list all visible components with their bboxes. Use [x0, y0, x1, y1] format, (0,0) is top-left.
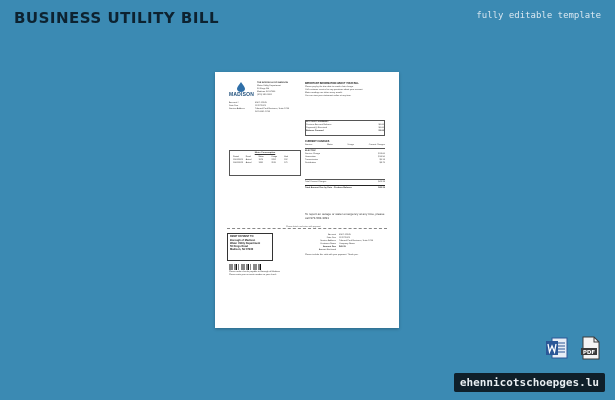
stub-key: Service Address: [320, 240, 336, 242]
summary-value: $0.00: [378, 127, 384, 129]
totals: [305, 178, 385, 190]
summary-key: Balance Forward: [306, 130, 324, 132]
drop-logo-icon: [229, 82, 253, 92]
charges-col: Current Charges: [368, 144, 385, 146]
usage-title: Meter Consumption: [254, 152, 276, 154]
usage-cell: 192: [284, 159, 288, 161]
company-address: [257, 82, 297, 97]
charge-label: ELECTRIC: [305, 150, 316, 152]
info-key: [229, 111, 255, 114]
important-info: [305, 82, 385, 98]
usage-cell: Actual: [245, 162, 252, 164]
usage-col: Meter: [258, 156, 264, 158]
usage-cell: Actual: [245, 159, 252, 161]
total-due-value: $43.39: [378, 187, 385, 189]
company-line: 50 Kings Rd: [257, 88, 269, 90]
stub-value: Company Name: [339, 243, 355, 245]
remit-box: [227, 233, 273, 261]
total-due-label: Total Amount Due by Date - Produce Balance: [305, 187, 352, 189]
info-value: NJ 10001-1234: [255, 111, 270, 113]
stub-value: 11/27/2023: [339, 237, 350, 239]
charge-amount: $5.14: [379, 159, 385, 161]
remit-line: 50 Kings Road: [230, 245, 249, 249]
barcode: [229, 264, 261, 270]
company-line: THE BOROUGH OF MADISON: [257, 82, 288, 84]
info-value: 4567-12345: [255, 102, 267, 104]
charge-label: Generation: [305, 156, 316, 158]
outage-notice: To report an outage or water emergency at any time, please call 973-593-3091: [305, 212, 385, 220]
charge-label: Service Charge: [305, 153, 321, 155]
word-doc-icon[interactable]: [545, 336, 569, 360]
barcode-note-line: Please write your account number on your check: [229, 274, 277, 276]
info-value: 11/27/2023: [255, 105, 266, 107]
charges-col: Service: [305, 144, 313, 146]
info-key: Account #: [229, 102, 239, 104]
important-line: Please pay by the due date to avoid a late charge.: [305, 86, 354, 88]
important-line: You can view your statement online at any time.: [305, 95, 352, 97]
stub-key: Amount Due: [322, 246, 336, 248]
remit-line: Water Utility Department: [230, 242, 261, 246]
site-watermark: ehennicotschoepges.lu: [454, 373, 605, 392]
barcode-note-line: Please make checks payable to Borough of Madison: [229, 271, 280, 273]
stub-value: Tribunal Park Business, Suite 1234: [339, 240, 374, 242]
svg-text:PDF: PDF: [582, 349, 596, 356]
usage-col: Usage: [271, 156, 278, 158]
charge-label: Transmission: [305, 159, 318, 161]
summary-key: Payment(s) Received: [306, 127, 327, 129]
stub-key: Account: [328, 234, 336, 236]
usage-col: Period: [233, 156, 239, 158]
company-line: Water Utility Department: [257, 85, 281, 87]
important-heading: IMPORTANT INFORMATION ABOUT YOUR BILL: [305, 82, 359, 85]
detach-label: Please detach and return with payment: [286, 226, 321, 228]
usage-cell: 11/01/2023: [233, 159, 243, 161]
total-current-value: $43.39: [378, 181, 385, 183]
stub-note: Please include this stub with your payment. Thank you.: [305, 254, 359, 256]
summary-value: $0.00: [378, 124, 384, 126]
charges-col: Usage: [347, 144, 354, 146]
remit-heading: REMIT PAYMENT TO:: [230, 235, 255, 238]
pdf-doc-icon[interactable]: [579, 336, 603, 360]
stub-value: 4567-12345: [339, 234, 351, 236]
important-line: Meter readings are taken every month.: [305, 92, 343, 94]
usage-cell: 3570: [271, 162, 276, 164]
company-header: [229, 82, 297, 97]
company-line: Madison NJ 07940: [257, 91, 276, 93]
remit-line: Borough of Madison: [230, 239, 256, 242]
detach-line: [227, 228, 387, 229]
page-title: BUSINESS UTILITY BILL: [14, 9, 220, 27]
current-charges: [305, 140, 385, 165]
charge-amount: $13.00: [378, 153, 385, 155]
payment-stub: [305, 234, 387, 257]
bill-preview[interactable]: [215, 72, 399, 328]
stub-key: Date Due: [326, 237, 336, 239]
info-key: Service Address: [229, 108, 245, 110]
usage-col: Read: [245, 156, 251, 158]
company-line: (973) 593-3091: [257, 94, 272, 96]
summary-key: Previous Account Balance: [306, 124, 332, 126]
summary-key: ACCOUNT SUMMARY: [306, 121, 329, 123]
usage-cell: 3570: [258, 159, 264, 161]
usage-cell: 179: [284, 162, 288, 164]
meter-usage-table: [229, 150, 301, 176]
charge-amount: $8.75: [379, 162, 385, 164]
format-icons: [545, 336, 603, 360]
charge-amount: $16.50: [378, 156, 385, 158]
madison-logo: [229, 82, 253, 96]
info-key: Date Due: [229, 105, 239, 107]
usage-cell: 3391: [258, 162, 264, 164]
usage-col: Kwh: [284, 156, 289, 158]
charges-col: Meter: [327, 144, 333, 146]
remit-line: Madison, NJ 07940: [230, 248, 254, 252]
charges-heading: CURRENT CHARGES: [305, 140, 330, 143]
stub-key: Customer Name: [320, 243, 336, 245]
stub-value: $43.39: [339, 246, 346, 248]
usage-cell: 10/01/2023: [233, 162, 244, 164]
charge-label: Distribution: [305, 162, 316, 164]
summary-value: $0.00: [378, 130, 384, 132]
stub-value: [339, 249, 387, 252]
total-current-label: Total Current Charges: [305, 181, 327, 183]
account-info: [229, 102, 301, 114]
usage-cell: 3762: [271, 159, 276, 161]
stub-key: Amount Enclosed: [318, 249, 336, 251]
barcode-note: [229, 271, 280, 277]
info-value: Tribunal Park Business, Suite 1234: [255, 108, 290, 110]
logo-text: MADISON: [229, 92, 255, 98]
important-line: Call customer service for any questions about your account.: [305, 89, 363, 91]
page-subtitle: fully editable template: [476, 11, 601, 21]
account-summary: [305, 120, 385, 136]
